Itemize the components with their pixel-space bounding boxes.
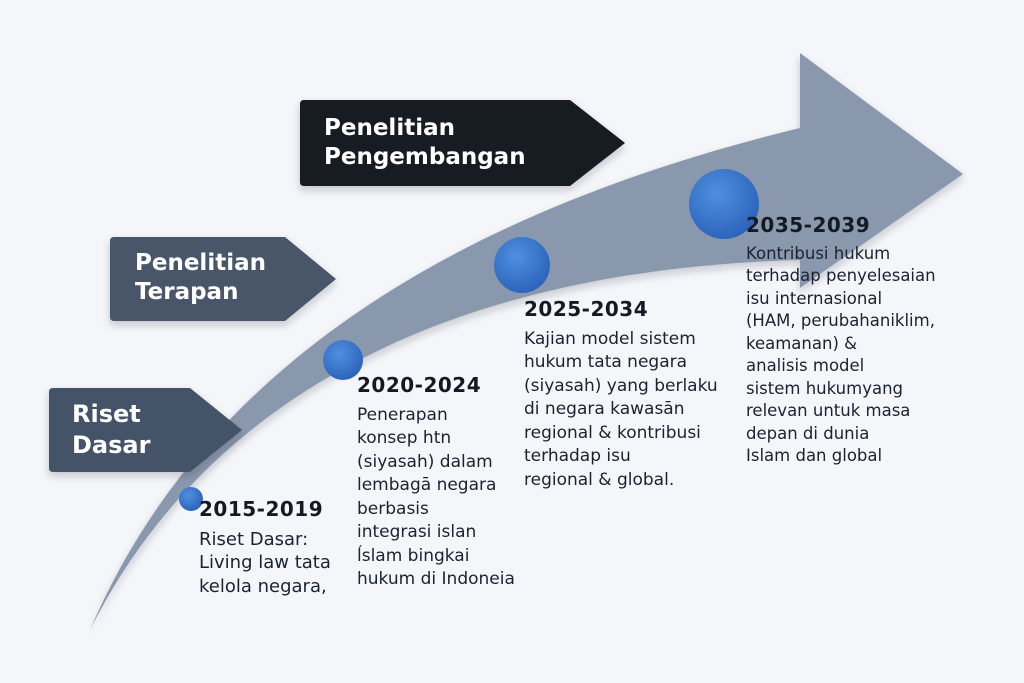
milestone-desc-line: relevan untuk masa [746, 401, 911, 421]
milestone-desc-line: Islam dan global [746, 445, 883, 465]
milestone-desc-line: (siyasah) dalam [357, 451, 493, 472]
milestone-desc-line: regional & global. [524, 469, 675, 490]
milestone-year-1: 2015-2019 [199, 497, 324, 521]
stage-label-line: Penelitian [135, 250, 266, 276]
milestone-desc-line: konsep htn [357, 428, 452, 449]
stage-label-line: Penelitian [324, 115, 455, 141]
milestone-desc-line: hukum tata negara [524, 352, 688, 373]
milestone-desc-line: Kajian model sistem [524, 329, 696, 349]
stage-label-line: Riset [72, 400, 141, 428]
milestone-desc-line: Kontribusi hukum [746, 244, 891, 263]
milestone-desc-line: hukum di Indoneia [357, 569, 515, 590]
milestone-desc-line: keamanan) & [746, 333, 857, 353]
stage-label-line: Dasar [72, 430, 151, 459]
stage-label-line: Terapan [135, 279, 239, 306]
milestone-desc-line: di negara kawasān [524, 399, 685, 420]
milestone-desc-1 [199, 528, 331, 598]
stage-label-riset-dasar [72, 399, 150, 460]
milestone-year-3: 2025-2034 [524, 297, 649, 321]
milestone-desc-line: (siyasah) yang berlaku [524, 375, 718, 396]
milestone-desc-line: (HAM, perubahaniklim, [746, 311, 935, 331]
milestone-desc-line: terhadap penyelesaian [746, 266, 936, 286]
milestone-desc-line: Riset Dasar: [199, 529, 309, 550]
milestone-desc-line: lembagā negara [357, 475, 497, 496]
milestone-desc-line: Living law tata [199, 552, 331, 574]
milestone-desc-2 [357, 404, 515, 592]
milestone-desc-line: terhadap isu [524, 446, 631, 467]
milestone-year-2: 2020-2024 [357, 373, 482, 397]
milestone-desc-3 [524, 328, 718, 492]
milestone-desc-line: Penerapan [357, 405, 448, 425]
milestone-desc-4 [746, 243, 936, 467]
milestone-desc-line: berbasis [357, 498, 429, 519]
stage-label-line: Pengembangan [324, 144, 526, 171]
milestone-desc-line: integrasi islan [357, 522, 477, 543]
milestone-desc-line: sistem hukumyang [746, 378, 904, 398]
milestone-desc-line: ĺslam bingkai [357, 545, 470, 566]
milestone-desc-line: kelola negara, [199, 575, 327, 597]
milestone-desc-line: isu internasional [746, 288, 883, 308]
stage-label-pengembangan [324, 114, 526, 173]
milestone-dot-3 [494, 237, 550, 293]
milestone-year-4: 2035-2039 [746, 213, 871, 237]
milestone-desc-line: analisis model [746, 356, 865, 376]
milestone-desc-line: depan di dunia [746, 423, 870, 443]
milestone-desc-line: regional & kontribusi [524, 422, 701, 443]
stage-label-terapan [135, 249, 266, 308]
